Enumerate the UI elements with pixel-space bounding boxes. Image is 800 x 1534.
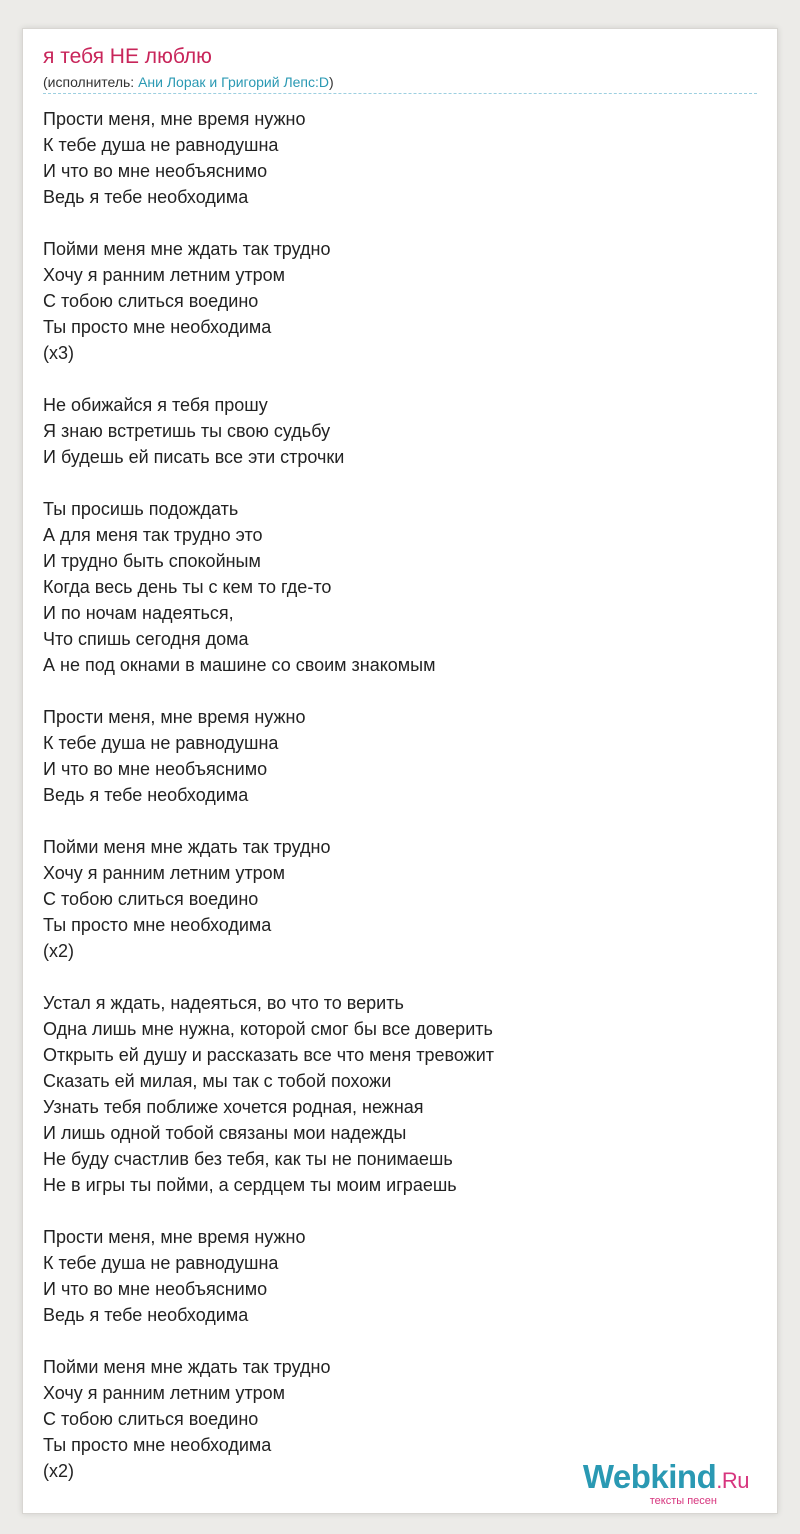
stanza-gap	[43, 470, 753, 496]
lyric-line: Прости меня, мне время нужно	[43, 109, 306, 129]
lyric-line: (x3)	[43, 343, 74, 363]
lyric-line: Не обижайся я тебя прошу	[43, 395, 268, 415]
lyric-line: Ты просто мне необходима	[43, 317, 272, 337]
lyric-line: Хочу я ранним летним утром	[43, 1383, 286, 1403]
dashed-divider	[43, 93, 757, 94]
lyric-line: Устал я ждать, надеяться, во что то верить	[43, 993, 404, 1013]
lyric-line: Не в игры ты пойми, а сердцем ты моим играешь	[43, 1175, 457, 1195]
song-title: я тебя НЕ люблю	[43, 45, 212, 68]
logo-tagline: тексты песен	[649, 1495, 717, 1507]
lyric-line: Пойми меня мне ждать так трудно	[43, 1357, 331, 1377]
logo-tld: .Ru	[716, 1468, 749, 1493]
lyric-line: Сказать ей милая, мы так с тобой похожи	[43, 1071, 392, 1091]
lyric-line: Открыть ей душу и рассказать все что меня тревожит	[43, 1045, 495, 1065]
lyric-line: Прости меня, мне время нужно	[43, 1227, 306, 1247]
lyric-line: К тебе душа не равнодушна	[43, 733, 279, 753]
lyric-line: Одна лишь мне нужна, которой смог бы все доверить	[43, 1019, 493, 1039]
lyric-line: С тобою слиться воедино	[43, 1409, 259, 1429]
lyric-line: Ведь я тебе необходима	[43, 1305, 249, 1325]
lyrics-card	[22, 28, 778, 1514]
stanza-gap	[43, 366, 753, 392]
lyric-line: С тобою слиться воедино	[43, 291, 259, 311]
lyric-line: С тобою слиться воедино	[43, 889, 259, 909]
lyric-line: (x2)	[43, 1461, 74, 1481]
lyric-line: Хочу я ранним летним утром	[43, 265, 286, 285]
lyric-line: Что спишь сегодня дома	[43, 629, 249, 649]
lyric-line: Пойми меня мне ждать так трудно	[43, 239, 331, 259]
logo-brand-name: Webkind	[582, 1458, 717, 1495]
logo-brand	[583, 1460, 749, 1498]
lyric-line: И трудно быть спокойным	[43, 551, 261, 571]
lyric-line: И что во мне необъяснимо	[43, 1279, 268, 1299]
lyric-line: А не под окнами в машине со своим знакомым	[43, 655, 436, 675]
lyric-line: К тебе душа не равнодушна	[43, 135, 279, 155]
lyric-line: Когда весь день ты с кем то где-то	[43, 577, 332, 597]
lyric-line: Я знаю встретишь ты свою судьбу	[43, 421, 331, 441]
site-logo[interactable]	[583, 1460, 749, 1507]
artist-link[interactable]: Ани Лорак и Григорий Лепс:D	[138, 74, 330, 90]
stanza-gap	[43, 210, 753, 236]
lyric-line: И лишь одной тобой связаны мои надежды	[43, 1123, 407, 1143]
lyric-line: Ты просто мне необходима	[43, 915, 272, 935]
lyrics-text	[43, 106, 753, 1484]
lyric-line: Не буду счастлив без тебя, как ты не понимаешь	[43, 1149, 453, 1169]
lyric-line: И по ночам надеяться,	[43, 603, 234, 623]
lyric-line: Хочу я ранним летним утром	[43, 863, 286, 883]
stanza-gap	[43, 1198, 753, 1224]
artist-prefix: (исполнитель:	[43, 74, 139, 90]
stanza-gap	[43, 964, 753, 990]
lyric-line: А для меня так трудно это	[43, 525, 263, 545]
lyric-line: Пойми меня мне ждать так трудно	[43, 837, 331, 857]
lyric-line: Ведь я тебе необходима	[43, 187, 249, 207]
lyric-line: К тебе душа не равнодушна	[43, 1253, 279, 1273]
lyric-line: Ты просишь подождать	[43, 499, 239, 519]
lyric-line: И что во мне необъяснимо	[43, 161, 268, 181]
lyric-line: Ты просто мне необходима	[43, 1435, 272, 1455]
stanza-gap	[43, 1328, 753, 1354]
lyric-line: Узнать тебя поближе хочется родная, нежная	[43, 1097, 424, 1117]
lyric-line: (x2)	[43, 941, 74, 961]
lyric-line: И что во мне необъяснимо	[43, 759, 268, 779]
stanza-gap	[43, 808, 753, 834]
lyric-line: И будешь ей писать все эти строчки	[43, 447, 345, 467]
lyric-line: Ведь я тебе необходима	[43, 785, 249, 805]
lyric-line: Прости меня, мне время нужно	[43, 707, 306, 727]
stanza-gap	[43, 678, 753, 704]
artist-suffix: )	[329, 74, 334, 90]
artist-line	[43, 74, 334, 90]
